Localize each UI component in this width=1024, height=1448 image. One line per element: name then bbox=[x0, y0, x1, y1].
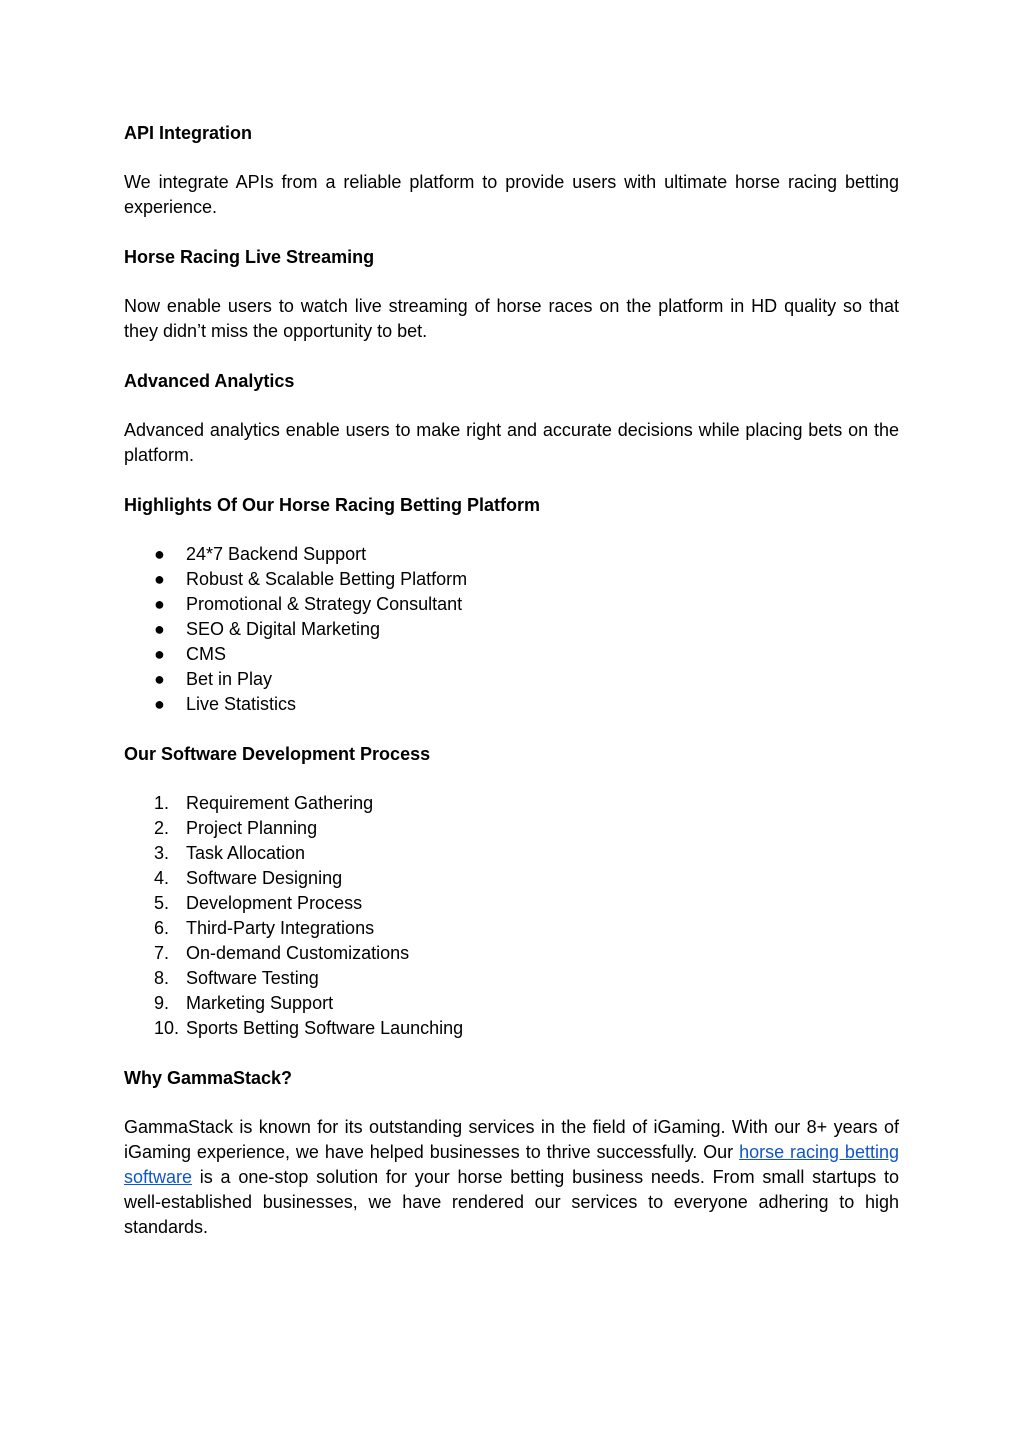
bullet-icon: ● bbox=[154, 544, 165, 564]
list-item-label: Sports Betting Software Launching bbox=[186, 1018, 464, 1038]
list-item bbox=[124, 567, 899, 592]
list-item-label: Third-Party Integrations bbox=[186, 918, 375, 938]
list-item bbox=[124, 617, 899, 642]
list-item bbox=[124, 991, 899, 1016]
list-item-label: Live Statistics bbox=[186, 694, 297, 714]
list-item bbox=[124, 866, 899, 891]
why-text bbox=[124, 1115, 899, 1240]
bullet-icon: ● bbox=[154, 694, 165, 714]
list-item bbox=[124, 841, 899, 866]
list-item bbox=[124, 816, 899, 841]
bullet-icon: ● bbox=[154, 644, 165, 664]
list-number: 8. bbox=[154, 968, 170, 988]
list-item bbox=[124, 667, 899, 692]
bullet-icon: ● bbox=[154, 619, 165, 639]
list-item-label: Software Designing bbox=[186, 868, 343, 888]
list-item-label: SEO & Digital Marketing bbox=[186, 619, 381, 639]
why-text-before: GammaStack is known for its outstanding services in the field of iGaming. With our 8+ years of iGaming experience, we have helped businesses to thrive successfully. Our bbox=[124, 1117, 899, 1162]
list-item-label: Project Planning bbox=[186, 818, 318, 838]
list-item-label: Bet in Play bbox=[186, 669, 273, 689]
list-item bbox=[124, 966, 899, 991]
section-heading-live-streaming: Horse Racing Live Streaming bbox=[124, 247, 375, 267]
bullet-icon: ● bbox=[154, 669, 165, 689]
process-list bbox=[124, 791, 899, 1041]
process-heading: Our Software Development Process bbox=[124, 744, 431, 764]
list-item-label: Software Testing bbox=[186, 968, 319, 988]
section-text-api-integration: We integrate APIs from a reliable platform to provide users with ultimate horse racing betting experience. bbox=[124, 172, 899, 217]
list-item-label: Robust & Scalable Betting Platform bbox=[186, 569, 468, 589]
bullet-icon: ● bbox=[154, 594, 165, 614]
section-text-live-streaming: Now enable users to watch live streaming of horse races on the platform in HD quality so that they didn’t miss the opportunity to bet. bbox=[124, 296, 899, 341]
section-heading-api-integration: API Integration bbox=[124, 123, 253, 143]
list-number: 7. bbox=[154, 943, 170, 963]
document-page bbox=[124, 120, 899, 1240]
list-number: 1. bbox=[154, 793, 170, 813]
list-item bbox=[124, 1016, 899, 1041]
list-item bbox=[124, 791, 899, 816]
list-item-label: Marketing Support bbox=[186, 993, 334, 1013]
list-item-label: Development Process bbox=[186, 893, 363, 913]
list-item-label: 24*7 Backend Support bbox=[186, 544, 367, 564]
list-item bbox=[124, 692, 899, 717]
why-heading: Why GammaStack? bbox=[124, 1068, 293, 1088]
highlights-heading: Highlights Of Our Horse Racing Betting Platform bbox=[124, 495, 541, 515]
list-number: 3. bbox=[154, 843, 170, 863]
list-item-label: On-demand Customizations bbox=[186, 943, 410, 963]
list-number: 2. bbox=[154, 818, 170, 838]
list-number: 5. bbox=[154, 893, 170, 913]
list-item bbox=[124, 941, 899, 966]
list-number: 4. bbox=[154, 868, 170, 888]
list-number: 6. bbox=[154, 918, 170, 938]
section-text-advanced-analytics: Advanced analytics enable users to make right and accurate decisions while placing bets on the platform. bbox=[124, 420, 899, 465]
list-item-label: Task Allocation bbox=[186, 843, 306, 863]
section-heading-advanced-analytics: Advanced Analytics bbox=[124, 371, 295, 391]
list-item bbox=[124, 891, 899, 916]
horse-racing-software-link[interactable]: horse racing betting software bbox=[124, 1142, 899, 1187]
list-item bbox=[124, 916, 899, 941]
list-item bbox=[124, 592, 899, 617]
list-item-label: CMS bbox=[186, 644, 226, 664]
why-text-after: is a one-stop solution for your horse betting business needs. From small startups to well-established businesses, we have rendered our services to everyone adhering to high standards. bbox=[124, 1167, 899, 1237]
list-item-label: Requirement Gathering bbox=[186, 793, 374, 813]
list-number: 10. bbox=[154, 1018, 180, 1038]
bullet-icon: ● bbox=[154, 569, 165, 589]
highlights-list bbox=[124, 542, 899, 717]
list-item-label: Promotional & Strategy Consultant bbox=[186, 594, 463, 614]
list-number: 9. bbox=[154, 993, 170, 1013]
list-item bbox=[124, 542, 899, 567]
list-item bbox=[124, 642, 899, 667]
